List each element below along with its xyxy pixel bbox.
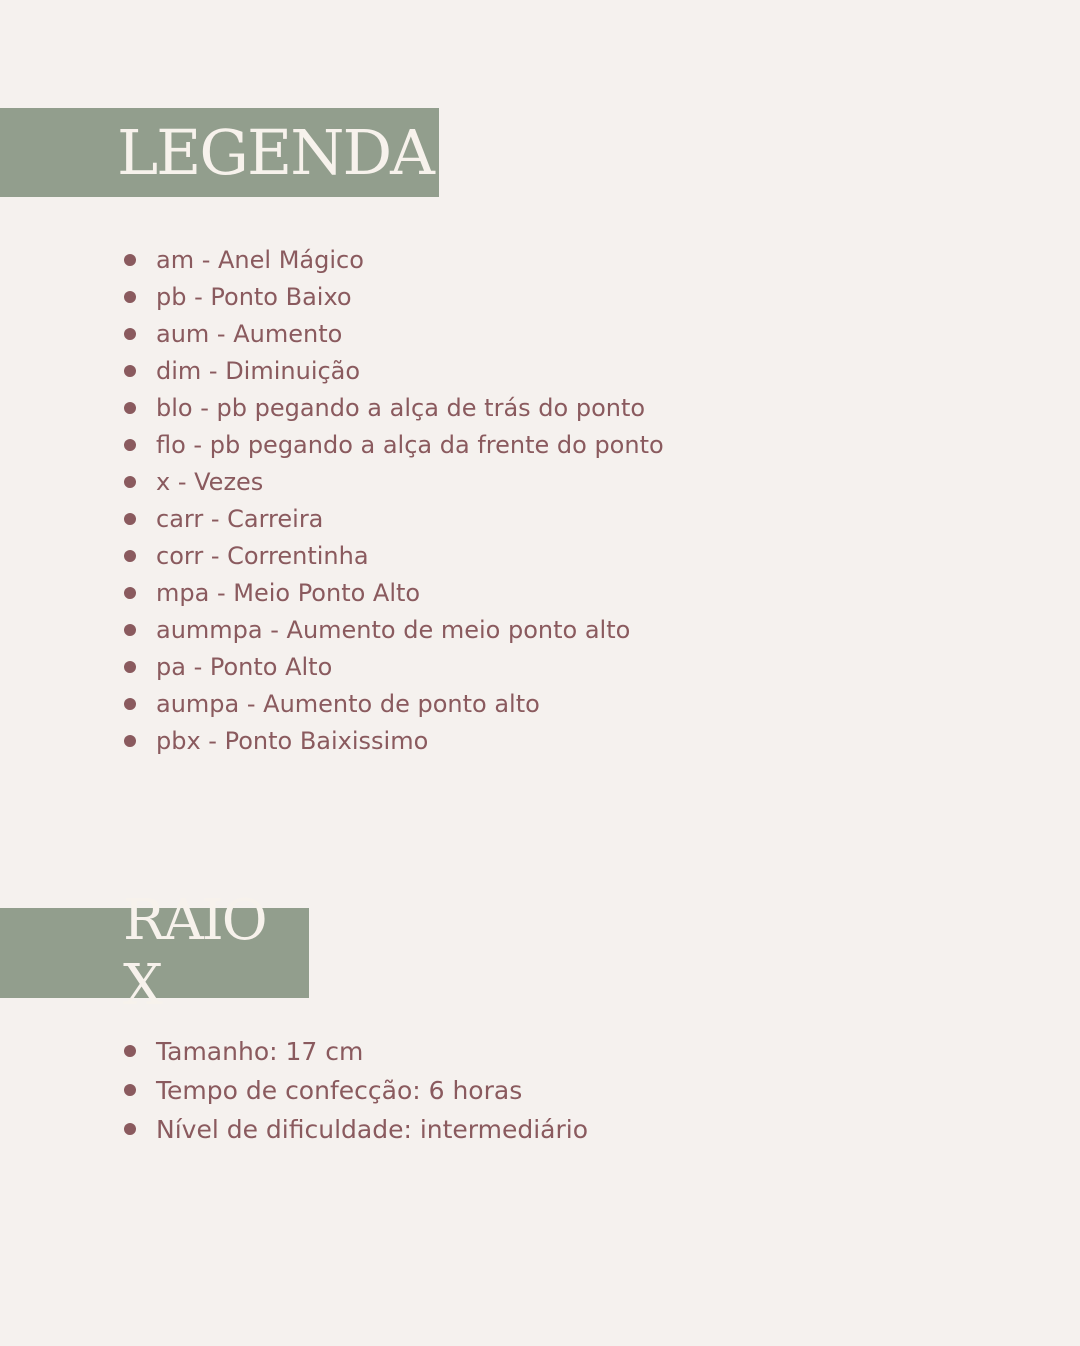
legend-item: am - Anel Mágico (123, 242, 669, 279)
legend-list (123, 242, 669, 760)
xray-info-item: Tamanho: 17 cm (123, 1032, 723, 1071)
legend-item: x - Vezes (123, 464, 669, 501)
legend-item: aummpa - Aumento de meio ponto alto (123, 612, 669, 649)
legend-item: carr - Carreira (123, 501, 669, 538)
xray-info-list (123, 1032, 723, 1149)
legend-section-title (0, 108, 439, 197)
legend-item: dim - Diminuição (123, 353, 669, 390)
legend-item: blo - pb pegando a alça de trás do ponto (123, 390, 669, 427)
xray-section-title (0, 888, 309, 1018)
legend-item: aumpa - Aumento de ponto alto (123, 686, 669, 723)
legend-item: mpa - Meio Ponto Alto (123, 575, 669, 612)
legend-item: corr - Correntinha (123, 538, 669, 575)
legend-item: pa - Ponto Alto (123, 649, 669, 686)
xray-title-text: RAIO X (123, 888, 266, 1018)
legend-title-text: LEGENDA (117, 116, 433, 189)
xray-info-item: Nível de dificuldade: intermediário (123, 1110, 723, 1149)
legend-item: pbx - Ponto Baixissimo (123, 723, 669, 760)
legend-item: flo - pb pegando a alça da frente do ponto (123, 427, 669, 464)
xray-info-item: Tempo de confecção: 6 horas (123, 1071, 723, 1110)
legend-item: aum - Aumento (123, 316, 669, 353)
legend-item: pb - Ponto Baixo (123, 279, 669, 316)
